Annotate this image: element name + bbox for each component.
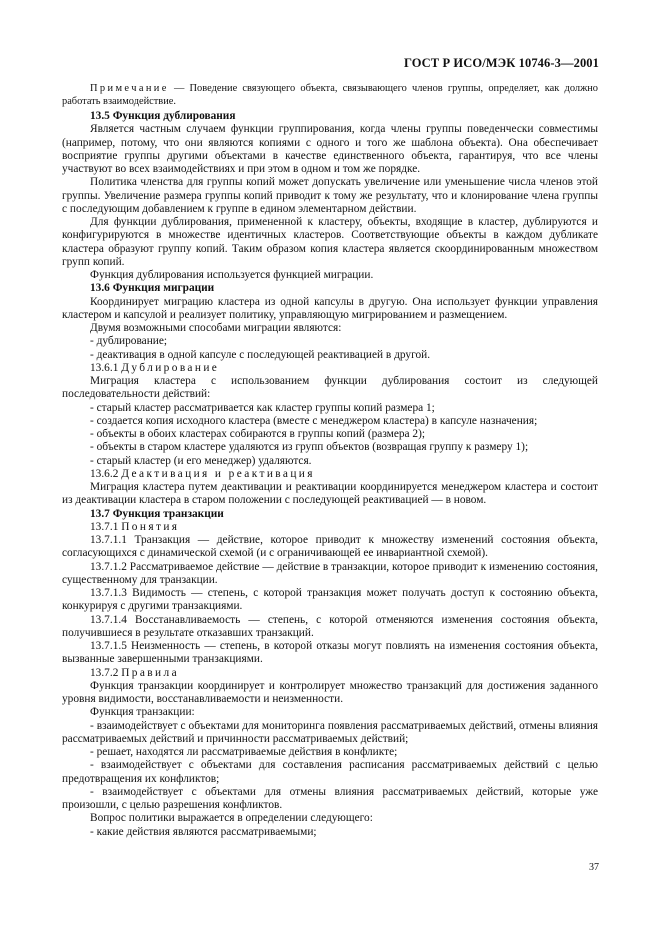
body-paragraph: 13.7.1.1 Транзакция — действие, которое приводит к множеству изменений состояния объекта, согласующихся с динамической схемой (и с ограничивающей ее инвариантной схемой). bbox=[62, 534, 598, 560]
body-paragraph: - старый кластер рассматривается как кластер группы копий размера 1; bbox=[90, 401, 435, 414]
body-paragraph: - дублирование; bbox=[90, 335, 168, 348]
subsection-title: Дублирование bbox=[121, 361, 220, 374]
subsection-title: Правила bbox=[121, 666, 180, 679]
subsection-number: 13.7.2 bbox=[90, 666, 122, 679]
section-heading: 13.6 Функция миграции bbox=[90, 282, 215, 295]
document-header: ГОСТ Р ИСО/МЭК 10746-3—2001 bbox=[403, 56, 599, 70]
body-paragraph: Вопрос политики выражается в определении следующего: bbox=[90, 812, 373, 825]
body-paragraph: - старый кластер (и его менеджер) удаляются. bbox=[90, 454, 312, 467]
body-paragraph: - деактивация в одной капсуле с последующей реактивацией в другой. bbox=[90, 348, 431, 361]
subsection-title: Понятия bbox=[121, 520, 180, 533]
section-heading: 13.5 Функция дублирования bbox=[90, 110, 236, 123]
body-paragraph: - объекты в старом кластере удаляются из групп объектов (возвращая группу к размеру 1); bbox=[90, 441, 529, 454]
body-paragraph: - взаимодействует с объектами для составления расписания рассматриваемых действий с целью предотвращения их конфликтов; bbox=[62, 759, 598, 785]
body-paragraph: 13.7.1.4 Восстанавливаемость — степень, с которой отменяются изменения состояния объекта, получившиеся в результате отказавших транзакций. bbox=[62, 613, 598, 639]
body-paragraph: Является частным случаем функции группирования, когда члены группы поведенчески совместимы (например, потому, что они являются копиями с одного и того же шаблона объекта). Она обеспечивает восприятие группы другими объектами в качестве единственного объекта, гарантируя, что все члены участвуют во всех взаимодействиях и при этом в одном и том же порядке. bbox=[62, 123, 598, 176]
subsection-title: Деактивация и реактивация bbox=[121, 467, 315, 480]
body-paragraph: Функция транзакции координирует и контролирует множество транзакций для достижения заданного уровня видимости, восстанавливаемости и неизменности. bbox=[62, 679, 598, 706]
subsection-heading bbox=[62, 468, 598, 481]
body-paragraph: 13.7.1.5 Неизменность — степень, в которой отказы могут повлиять на изменения состояния объекта, вызванные завершенными транзакциями. bbox=[62, 640, 598, 666]
subsection-number: 13.7.1 bbox=[90, 520, 122, 533]
body-paragraph: Координирует миграцию кластера из одной капсулы в другую. Она использует функции управления кластером и капсулой и реализует политику, управляющую мигрированием и размещением. bbox=[62, 295, 598, 321]
body-paragraph: 13.7.1.3 Видимость — степень, с которой транзакция может получать доступ к состоянию объекта, конкурируя с другими транзакциями. bbox=[62, 587, 598, 613]
subsection-heading bbox=[62, 362, 598, 375]
body-paragraph: - взаимодействует с объектами для отмены влияния рассматриваемых действий, которые уже произошли, с целью разрешения конфликтов. bbox=[62, 785, 598, 812]
body-paragraph: Миграция кластера путем деактивации и реактивации координируется менеджером кластера и состоит из деактивации кластера в старом положении с последующей реактивацией — в новом. bbox=[62, 481, 598, 507]
subsection-number: 13.6.2 bbox=[90, 467, 122, 480]
subsection-heading bbox=[62, 667, 598, 680]
body-paragraph: - решает, находятся ли рассматриваемые действия в конфликте; bbox=[90, 746, 398, 759]
note-paragraph bbox=[62, 83, 598, 108]
body-paragraph: Миграция кластера с использованием функции дублирования состоит из следующей последовательности действий: bbox=[62, 375, 598, 401]
body-paragraph: Функция транзакции: bbox=[90, 706, 195, 719]
body-paragraph: Функция дублирования используется функцией миграции. bbox=[90, 269, 374, 282]
body-paragraph: Для функции дублирования, примененной к кластеру, объекты, входящие в кластер, дублируются и конфигурируются в множестве идентичных кластеров. Соответствующие объекты в каждом дубликате кластера образуют группу копий. Таким образом копия кластера является скоординированным множеством групп копий. bbox=[62, 216, 598, 268]
body-paragraph: - какие действия являются рассматриваемыми; bbox=[90, 825, 317, 838]
body-paragraph: Политика членства для группы копий может допускать увеличение или уменьшение числа членов этой группы. Увеличение размера группы копий приводит к тому же результату, что и клонирование члена группы с последующим добавлением к группе в едином элементарном действии. bbox=[62, 176, 598, 215]
body-paragraph: - взаимодействует с объектами для мониторинга появления рассматриваемых действий, отмены влияния рассматриваемых действий и причинности рассматриваемых действий; bbox=[62, 719, 598, 745]
note-text: — Поведение связующего объекта, связывающего членов группы, определяет, как должно работать взаимодействие. bbox=[62, 83, 598, 107]
body-paragraph: 13.7.1.2 Рассматриваемое действие — действие в транзакции, которое приводит к изменению состояния, существенному для транзакции. bbox=[62, 560, 598, 586]
document-body bbox=[62, 83, 598, 839]
page-number: 37 bbox=[589, 862, 599, 873]
body-paragraph: - создается копия исходного кластера (вместе с менеджером кластера) в капсуле назначения; bbox=[90, 414, 538, 427]
subsection-heading bbox=[62, 521, 598, 534]
body-paragraph: Двумя возможными способами миграции являются: bbox=[90, 322, 342, 335]
body-paragraph: - объекты в обоих кластерах собираются в группы копий (размера 2); bbox=[90, 428, 426, 441]
subsection-number: 13.6.1 bbox=[90, 361, 122, 374]
note-label: Примечание bbox=[90, 83, 169, 94]
section-heading: 13.7 Функция транзакции bbox=[90, 507, 224, 520]
